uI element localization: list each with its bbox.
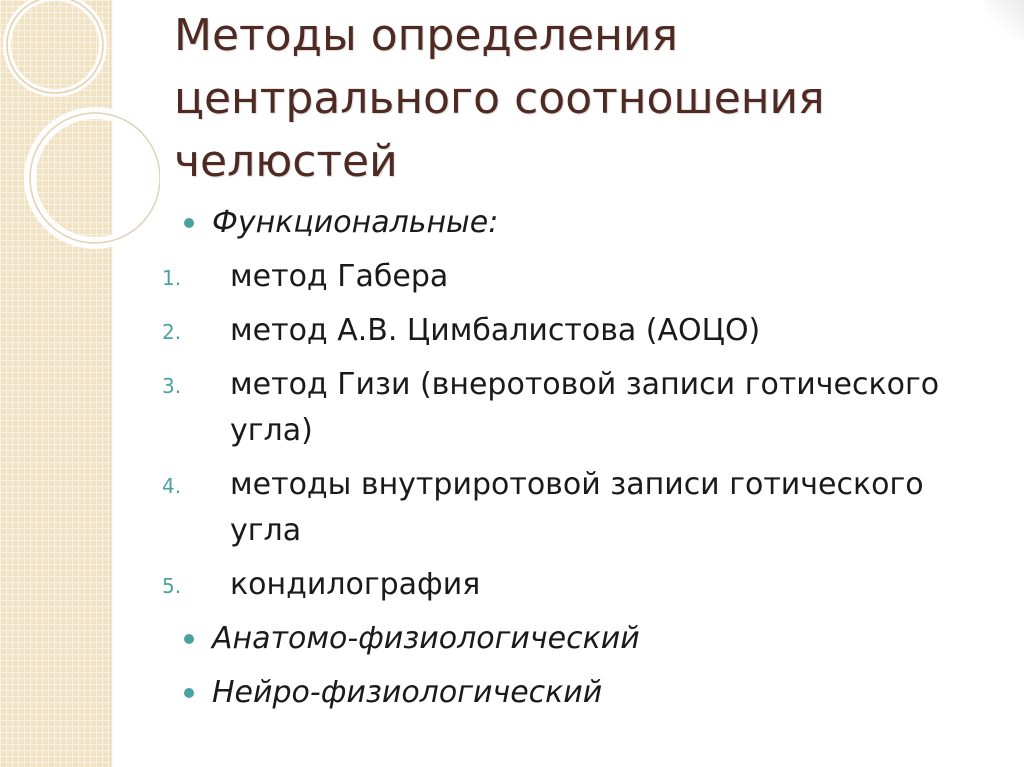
list-item (150, 616, 1000, 662)
list-item-text: Функциональные: (212, 205, 499, 240)
list-item (150, 200, 1000, 246)
bullet-icon (184, 634, 194, 644)
list-item (150, 562, 1000, 608)
list-item-text: методы внутриротовой записи готического угла (230, 467, 924, 548)
list-item (150, 254, 1000, 300)
list-item (150, 462, 1000, 554)
list-item (150, 362, 1000, 454)
list-item (150, 670, 1000, 716)
list-item-text: метод Гизи (внеротовой записи готического угла) (230, 367, 940, 448)
slide-title: Методы определения центрального соотношения челюстей (174, 10, 825, 187)
list-number: 5. (162, 574, 182, 598)
list-item (150, 308, 1000, 354)
bullet-icon (184, 218, 194, 228)
slide-content (150, 200, 1000, 716)
list-item-text: метод А.В. Цимбалистова (АОЦО) (230, 313, 761, 348)
list-item-text: Анатомо-физиологический (212, 621, 640, 656)
bullet-icon (184, 688, 194, 698)
list-item-text: метод Габера (230, 259, 449, 294)
decorative-rings (0, 0, 160, 260)
list-number: 4. (162, 474, 182, 498)
list-number: 1. (162, 266, 182, 290)
list-number: 3. (162, 374, 182, 398)
list-item-text: кондилография (230, 567, 481, 602)
list-number: 2. (162, 320, 182, 344)
list-item-text: Нейро-физиологический (212, 675, 603, 710)
